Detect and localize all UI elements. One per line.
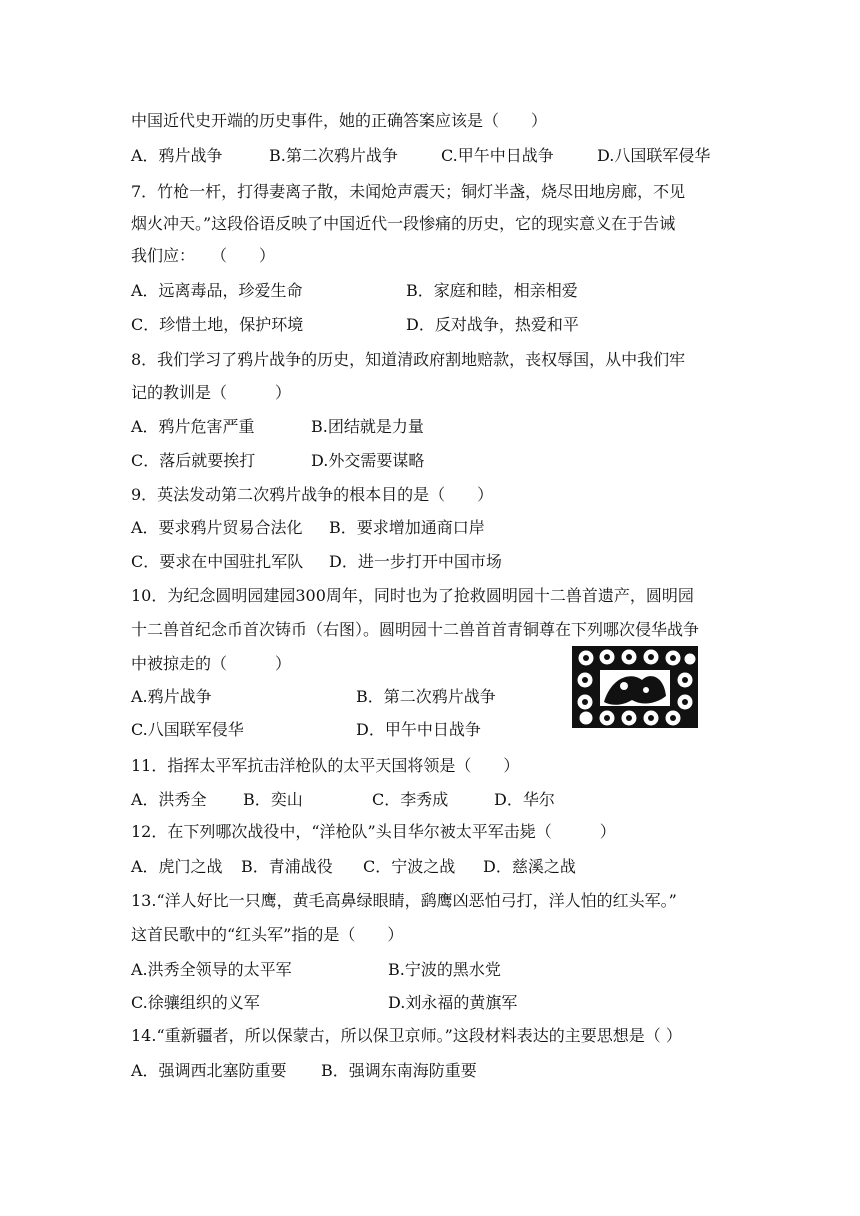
q10-stem-line2: 十二兽首纪念币首次铸币（右图）。圆明园十二兽首首青铜尊在下列哪次侵华战争 [131, 620, 700, 639]
q14-option-b: B．强调东南海防重要 [321, 1061, 477, 1080]
q12-option-b: B．青浦战役 [241, 857, 333, 876]
q14-option-a: A．强调西北塞防重要 [131, 1061, 287, 1080]
q12-option-a: A．虎门之战 [131, 857, 223, 876]
zodiac-coin-image [572, 646, 698, 728]
q11-option-c: C．李秀成 [372, 790, 449, 809]
q7-stem-line3: 我们应： （ ） [131, 246, 276, 265]
q13-option-a: A.洪秀全领导的太平军 [131, 960, 292, 979]
q9-option-d: D．进一步打开中国市场 [329, 552, 502, 571]
q11-stem: 11．指挥太平军抗击洋枪队的太平天国将领是（ ） [131, 756, 520, 775]
q8-option-c: C．落后就要挨打 [131, 451, 256, 470]
q6-option-a: A．鸦片战争 [131, 146, 223, 165]
q9-option-c: C．要求在中国驻扎军队 [131, 552, 304, 571]
q7-stem-line2: 烟火冲天。”这段俗语反映了中国近代一段惨痛的历史，它的现实意义在于告诫 [131, 214, 676, 233]
q8-option-a: A．鸦片危害严重 [131, 417, 255, 436]
q12-option-c: C．宁波之战 [363, 857, 456, 876]
q11-option-a: A．洪秀全 [131, 790, 207, 809]
q12-option-d: D．慈溪之战 [483, 857, 576, 876]
q9-option-b: B．要求增加通商口岸 [329, 518, 485, 537]
q13-option-b: B.宁波的黑水党 [388, 960, 501, 979]
q11-option-b: B．奕山 [243, 790, 303, 809]
q8-option-b: B.团结就是力量 [311, 417, 424, 436]
q6-option-d: D.八国联军侵华 [597, 146, 711, 165]
q9-option-a: A．要求鸦片贸易合法化 [131, 518, 303, 537]
q7-stem-line1: 7．竹枪一杆，打得妻离子散，未闻炝声震天；铜灯半盏，烧尽田地房廊，不见 [131, 182, 686, 201]
q10-stem-line3: 中被掠走的（ ） [131, 654, 292, 673]
q12-stem: 12．在下列哪次战役中，“洋枪队”头目华尔被太平军击毙（ ） [131, 822, 616, 841]
q7-option-c: C．珍惜土地，保护环境 [131, 315, 304, 334]
q8-stem-line2: 记的教训是（ ） [131, 383, 292, 402]
q7-option-b: B．家庭和睦，相亲相爱 [406, 281, 578, 300]
q13-stem-line1: 13.“洋人好比一只鹰，黄毛高鼻绿眼睛，鹞鹰凶恶怕弓打，洋人怕的红头军。” [131, 891, 677, 910]
q10-option-b: B．第二次鸦片战争 [356, 687, 496, 706]
q7-option-d: D．反对战争，热爱和平 [406, 315, 579, 334]
q10-option-d: D．甲午中日战争 [356, 720, 481, 739]
q7-option-a: A．远离毒品，珍爱生命 [131, 281, 303, 300]
q8-stem-line1: 8．我们学习了鸦片战争的历史，知道清政府割地赔款，丧权辱国，从中我们牢 [131, 350, 686, 369]
q6-stem-tail: 中国近代史开端的历史事件，她的正确答案应该是（ ） [131, 111, 548, 130]
q11-option-d: D．华尔 [494, 790, 555, 809]
q10-option-a: A.鸦片战争 [131, 687, 212, 706]
q13-option-d: D.刘永福的黄旗军 [388, 993, 518, 1012]
q9-stem: 9．英法发动第二次鸦片战争的根本目的是（ ） [131, 485, 494, 504]
q14-stem: 14.“重新疆者，所以保蒙古，所以保卫京师。”这段材料表达的主要思想是（ ） [131, 1026, 682, 1045]
q6-option-c: C.甲午中日战争 [441, 146, 554, 165]
q10-option-c: C.八国联军侵华 [131, 720, 244, 739]
q13-stem-line2: 这首民歌中的“红头军”指的是（ ） [131, 925, 404, 944]
q8-option-d: D.外交需要谋略 [311, 451, 425, 470]
q10-stem-line1: 10．为纪念圆明园建园300周年，同时也为了抢救圆明园十二兽首遗产，圆明园 [131, 586, 694, 605]
q6-option-b: B.第二次鸦片战争 [269, 146, 398, 165]
q13-option-c: C.徐骧组织的义军 [131, 993, 260, 1012]
